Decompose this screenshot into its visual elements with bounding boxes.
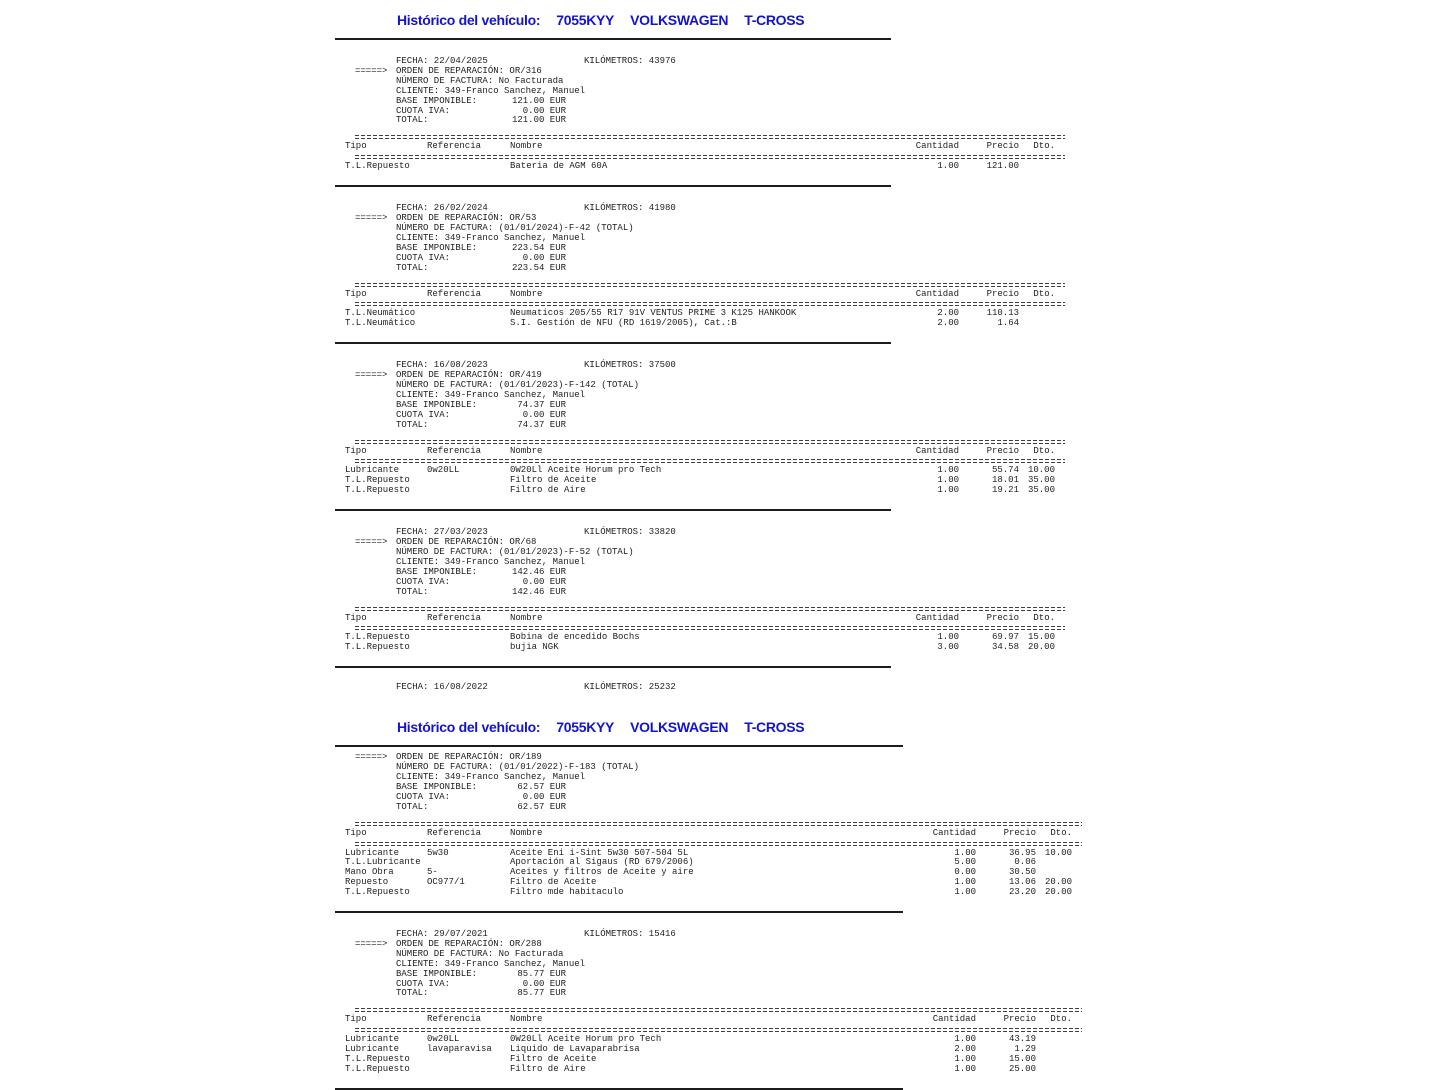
col-header-tipo: Tipo — [345, 445, 367, 456]
col-header-referencia: Referencia — [427, 612, 482, 623]
col-header-cantidad: Cantidad — [915, 612, 959, 623]
cell-nombre: Bateria de AGM 60A — [510, 161, 608, 172]
cell-nombre: Filtro mde habitaculo — [510, 887, 624, 898]
repair-order-info — [355, 360, 1095, 430]
cell-cantidad: 1.00 — [937, 465, 959, 476]
col-header-tipo: Tipo — [345, 1014, 367, 1025]
cell-dto: 15.00 — [1027, 632, 1055, 643]
col-header-nombre: Nombre — [510, 1014, 543, 1025]
cell-tipo: T.L.Repuesto — [345, 887, 410, 898]
col-header-tipo: Tipo — [345, 141, 367, 152]
fecha: FECHA: 16/08/2023 — [396, 360, 488, 371]
col-header-dto: Dto. — [1033, 445, 1055, 456]
orden-reparacion: ORDEN DE REPARACIÓN: OR/288 — [396, 938, 542, 949]
cuota-value: 0.00 EUR — [522, 409, 566, 420]
cell-precio: 36.95 — [1008, 847, 1036, 858]
cell-cantidad: 3.00 — [937, 642, 959, 653]
table-row — [345, 162, 1055, 172]
cell-cantidad: 2.00 — [937, 308, 959, 319]
title-make: VOLKSWAGEN — [630, 12, 729, 28]
col-header-dto: Dto. — [1050, 1014, 1072, 1025]
table-separator — [355, 458, 1065, 464]
divider — [335, 38, 891, 40]
cuota-iva-row — [396, 411, 1095, 421]
col-header-referencia: Referencia — [427, 141, 482, 152]
orden-reparacion: ORDEN DE REPARACIÓN: OR/316 — [396, 65, 542, 76]
col-header-cantidad: Cantidad — [915, 288, 959, 299]
base-label: BASE IMPONIBLE: — [396, 399, 478, 410]
table-header-row — [345, 829, 1072, 839]
cell-referencia — [427, 319, 510, 329]
cell-dto: 20.00 — [1027, 642, 1055, 653]
col-header-precio: Precio — [986, 445, 1019, 456]
numero-factura: NÚMERO DE FACTURA: (01/01/2024)-F-42 (TOTAL) — [396, 222, 634, 233]
cell-nombre: Filtro de Aire — [510, 1064, 586, 1074]
cell-tipo: T.L.Repuesto — [345, 1064, 410, 1074]
base-imponible-row — [396, 568, 1095, 578]
numero-factura: NÚMERO DE FACTURA: (01/01/2022)-F-183 (TOTAL) — [396, 762, 640, 773]
cell-precio: 23.20 — [1008, 887, 1036, 898]
cell-nombre: Filtro de Aceite — [510, 475, 597, 486]
items-table — [345, 606, 1055, 654]
table-separator — [355, 439, 1065, 445]
col-header-cantidad: Cantidad — [915, 445, 959, 456]
col-header-precio: Precio — [986, 141, 1019, 152]
base-value: 121.00 EUR — [511, 95, 566, 106]
table-header-row — [345, 290, 1055, 300]
fecha: FECHA: 27/03/2023 — [396, 527, 488, 538]
col-header-nombre: Nombre — [510, 141, 543, 152]
table-row — [345, 486, 1055, 496]
cliente: CLIENTE: 349-Franco Sanchez, Manuel — [396, 389, 586, 400]
cell-tipo: Lubricante — [345, 1034, 400, 1045]
col-header-nombre: Nombre — [510, 612, 543, 623]
cell-nombre: S.I. Gestión de NFU (RD 1619/2005), Cat.:B — [510, 318, 737, 329]
cliente: CLIENTE: 349-Franco Sanchez, Manuel — [396, 85, 586, 96]
col-header-cantidad: Cantidad — [932, 1014, 976, 1025]
cell-tipo: T.L.Repuesto — [345, 642, 410, 653]
col-header-nombre: Nombre — [510, 445, 543, 456]
cell-nombre: 0W20Ll Aceite Horum pro Tech — [510, 465, 662, 476]
cell-precio: 30.50 — [1008, 867, 1036, 878]
service-record — [335, 528, 1095, 668]
record-marker: =====> — [355, 65, 388, 76]
col-header-referencia: Referencia — [427, 288, 482, 299]
cell-nombre: Aceites y filtros de Aceite y aire — [510, 867, 694, 878]
cell-tipo: T.L.Repuesto — [345, 632, 410, 643]
cliente: CLIENTE: 349-Franco Sanchez, Manuel — [396, 958, 586, 969]
cell-precio: 15.00 — [1008, 1054, 1036, 1065]
cell-tipo: Lubricante — [345, 847, 400, 858]
total-row — [396, 116, 1095, 126]
cell-nombre: Bobina de encedido Bochs — [510, 632, 640, 643]
divider — [335, 185, 891, 187]
cell-precio: 18.01 — [991, 475, 1019, 486]
cell-cantidad: 2.00 — [954, 1044, 976, 1055]
record-marker: =====> — [355, 370, 388, 381]
cell-nombre: Filtro de Aceite — [510, 1054, 597, 1065]
divider — [335, 342, 891, 344]
cell-nombre: 0W20Ll Aceite Horum pro Tech — [510, 1034, 662, 1045]
table-row — [345, 888, 1072, 898]
cuota-value: 0.00 EUR — [522, 105, 566, 116]
cell-tipo: T.L.Repuesto — [345, 161, 410, 172]
base-imponible-row — [396, 970, 1095, 980]
col-header-referencia: Referencia — [427, 827, 482, 838]
total-label: TOTAL: — [396, 988, 429, 999]
cell-dto — [1036, 1065, 1072, 1075]
title-plate: 7055KYY — [556, 719, 615, 736]
cell-precio: 55.74 — [991, 465, 1019, 476]
base-imponible-row — [396, 244, 1095, 254]
service-record — [335, 683, 1095, 913]
total-label: TOTAL: — [396, 419, 429, 430]
table-header-row — [345, 1015, 1072, 1025]
base-value: 85.77 EUR — [517, 968, 566, 979]
col-header-dto: Dto. — [1050, 827, 1072, 838]
cell-tipo: Lubricante — [345, 1044, 400, 1055]
cell-dto — [1019, 319, 1055, 329]
title-model: T-CROSS — [744, 12, 805, 28]
cell-dto: 20.00 — [1044, 887, 1072, 898]
cell-tipo: T.L.Neumático — [345, 308, 416, 319]
cell-dto — [1019, 309, 1055, 319]
base-value: 223.54 EUR — [511, 242, 566, 253]
col-header-dto: Dto. — [1033, 612, 1055, 623]
cell-dto — [1019, 162, 1055, 172]
total-value: 142.46 EUR — [511, 586, 566, 597]
orden-reparacion: ORDEN DE REPARACIÓN: OR/53 — [396, 213, 537, 224]
divider — [335, 911, 903, 913]
cell-cantidad: 1.00 — [954, 1034, 976, 1045]
col-header-cantidad: Cantidad — [932, 827, 976, 838]
table-separator — [355, 1027, 1082, 1033]
fecha-row — [396, 683, 1095, 693]
orden-reparacion: ORDEN DE REPARACIÓN: OR/189 — [396, 752, 542, 763]
table-header-row — [345, 614, 1055, 624]
base-imponible-row — [396, 97, 1095, 107]
table-separator — [355, 625, 1065, 631]
table-separator — [355, 821, 1082, 827]
kilometros: KILÓMETROS: 33820 — [584, 527, 676, 538]
cuota-iva-row — [396, 980, 1095, 990]
cell-referencia — [427, 1055, 510, 1065]
repair-order-info — [355, 752, 1095, 812]
cuota-value: 0.00 EUR — [522, 576, 566, 587]
cell-cantidad: 2.00 — [937, 318, 959, 329]
record-marker: =====> — [355, 752, 388, 763]
base-value: 74.37 EUR — [517, 399, 566, 410]
title-label: Histórico del vehículo: — [397, 12, 541, 28]
col-header-nombre: Nombre — [510, 288, 543, 299]
cell-dto: 35.00 — [1027, 475, 1055, 486]
base-imponible-row — [396, 401, 1095, 411]
total-row — [396, 989, 1095, 999]
cell-nombre: Aceite Eni i-Sint 5w30 507-504 5L — [510, 847, 689, 858]
total-value: 85.77 EUR — [517, 988, 566, 999]
record-marker: =====> — [355, 537, 388, 548]
cell-precio: 34.58 — [991, 642, 1019, 653]
repair-order-info — [355, 203, 1095, 273]
cuota-iva-row — [396, 578, 1095, 588]
cell-cantidad: 1.00 — [937, 475, 959, 486]
cell-precio: 19.21 — [991, 485, 1019, 496]
title-plate: 7055KYY — [556, 12, 615, 28]
cuota-label: CUOTA IVA: — [396, 409, 451, 420]
cell-precio: 110.13 — [986, 308, 1019, 319]
divider — [335, 509, 891, 511]
report-title — [397, 719, 1095, 736]
table-row — [345, 1065, 1072, 1075]
numero-factura: NÚMERO DE FACTURA: No Facturada — [396, 75, 564, 86]
cuota-iva-row — [396, 254, 1095, 264]
cell-tipo: T.L.Repuesto — [345, 485, 410, 496]
cell-precio: 121.00 — [986, 161, 1019, 172]
cell-referencia — [427, 1065, 510, 1075]
base-value: 62.57 EUR — [517, 781, 566, 792]
cuota-value: 0.00 EUR — [522, 252, 566, 263]
total-label: TOTAL: — [396, 801, 429, 812]
base-label: BASE IMPONIBLE: — [396, 566, 478, 577]
record-marker: =====> — [355, 213, 388, 224]
total-value: 121.00 EUR — [511, 115, 566, 126]
cuota-value: 0.00 EUR — [522, 791, 566, 802]
base-label: BASE IMPONIBLE: — [396, 242, 478, 253]
cell-referencia — [427, 643, 510, 653]
table-header-row — [345, 142, 1055, 152]
cell-referencia: OC977/1 — [427, 877, 465, 888]
kilometros: KILÓMETROS: 25232 — [584, 682, 676, 693]
col-header-referencia: Referencia — [427, 1014, 482, 1025]
report-document — [335, 0, 1095, 1090]
cliente: CLIENTE: 349-Franco Sanchez, Manuel — [396, 556, 586, 567]
cell-referencia — [427, 162, 510, 172]
cell-cantidad: 0.00 — [954, 867, 976, 878]
cell-tipo: Repuesto — [345, 877, 389, 888]
service-record — [335, 204, 1095, 344]
cell-dto: 20.00 — [1044, 877, 1072, 888]
cell-tipo: Lubricante — [345, 465, 400, 476]
cell-cantidad: 5.00 — [954, 857, 976, 868]
col-header-precio: Precio — [986, 612, 1019, 623]
col-header-precio: Precio — [1003, 827, 1036, 838]
cliente: CLIENTE: 349-Franco Sanchez, Manuel — [396, 771, 586, 782]
cell-nombre: Liquido de Lavaparabrisa — [510, 1044, 640, 1055]
repair-order-info — [355, 527, 1095, 597]
total-value: 223.54 EUR — [511, 262, 566, 273]
cuota-label: CUOTA IVA: — [396, 576, 451, 587]
table-separator — [355, 1007, 1082, 1013]
items-table — [345, 282, 1055, 330]
items-table — [345, 439, 1055, 497]
cell-precio: 0.06 — [1014, 857, 1036, 868]
col-header-referencia: Referencia — [427, 445, 482, 456]
kilometros: KILÓMETROS: 15416 — [584, 929, 676, 940]
cell-nombre: bujia NGK — [510, 642, 559, 653]
total-row — [396, 588, 1095, 598]
cell-tipo: T.L.Neumático — [345, 318, 416, 329]
cell-referencia — [427, 309, 510, 319]
total-label: TOTAL: — [396, 586, 429, 597]
fecha: FECHA: 16/08/2022 — [396, 682, 488, 693]
cell-cantidad: 1.00 — [937, 485, 959, 496]
items-table — [345, 821, 1072, 898]
cuota-value: 0.00 EUR — [522, 978, 566, 989]
kilometros: KILÓMETROS: 37500 — [584, 360, 676, 371]
cell-nombre: Filtro de Aceite — [510, 877, 597, 888]
cell-tipo: T.L.Lubricante — [345, 857, 421, 868]
table-separator — [355, 301, 1065, 307]
cell-dto: 10.00 — [1027, 465, 1055, 476]
base-label: BASE IMPONIBLE: — [396, 95, 478, 106]
cell-referencia: lavaparavisa — [427, 1044, 492, 1055]
base-label: BASE IMPONIBLE: — [396, 968, 478, 979]
table-separator — [355, 606, 1065, 612]
cell-cantidad: 1.00 — [937, 161, 959, 172]
cell-cantidad: 1.00 — [954, 1064, 976, 1074]
fecha: FECHA: 29/07/2021 — [396, 929, 488, 940]
items-table — [345, 1007, 1072, 1075]
repair-order-info — [355, 929, 1095, 999]
cell-precio: 43.19 — [1008, 1034, 1036, 1045]
cell-dto — [1036, 1045, 1072, 1055]
cuota-label: CUOTA IVA: — [396, 791, 451, 802]
fecha: FECHA: 26/02/2024 — [396, 203, 488, 214]
col-header-precio: Precio — [986, 288, 1019, 299]
total-row — [396, 264, 1095, 274]
cuota-label: CUOTA IVA: — [396, 105, 451, 116]
numero-factura: NÚMERO DE FACTURA: No Facturada — [396, 948, 564, 959]
total-value: 74.37 EUR — [517, 419, 566, 430]
total-label: TOTAL: — [396, 262, 429, 273]
col-header-tipo: Tipo — [345, 827, 367, 838]
total-row — [396, 803, 1095, 813]
service-record — [335, 361, 1095, 511]
cell-tipo: T.L.Repuesto — [345, 475, 410, 486]
cell-precio: 25.00 — [1008, 1064, 1036, 1074]
title-model: T-CROSS — [744, 719, 805, 736]
service-record — [335, 57, 1095, 187]
cell-cantidad: 1.00 — [954, 887, 976, 898]
base-imponible-row — [396, 783, 1095, 793]
table-row — [345, 643, 1055, 653]
cell-referencia: 0w20LL — [427, 1034, 460, 1045]
table-separator — [355, 134, 1065, 140]
cell-nombre: Aportación al Sigaus (RD 679/2006) — [510, 857, 694, 868]
repair-order-info — [355, 56, 1095, 126]
cliente: CLIENTE: 349-Franco Sanchez, Manuel — [396, 232, 586, 243]
cell-cantidad: 1.00 — [937, 632, 959, 643]
cell-dto — [1036, 1055, 1072, 1065]
cell-dto — [1036, 858, 1072, 868]
cell-dto — [1036, 1035, 1072, 1045]
cell-cantidad: 1.00 — [954, 1054, 976, 1065]
kilometros: KILÓMETROS: 41980 — [584, 203, 676, 214]
col-header-precio: Precio — [1003, 1014, 1036, 1025]
table-header-row — [345, 447, 1055, 457]
col-header-dto: Dto. — [1033, 141, 1055, 152]
report-title — [397, 12, 1095, 29]
cell-nombre: Filtro de Aire — [510, 485, 586, 496]
col-header-tipo: Tipo — [345, 288, 367, 299]
cell-referencia — [427, 633, 510, 643]
divider — [335, 666, 891, 668]
total-row — [396, 421, 1095, 431]
cell-referencia — [427, 888, 510, 898]
base-label: BASE IMPONIBLE: — [396, 781, 478, 792]
cell-precio: 69.97 — [991, 632, 1019, 643]
cell-tipo: Mano Obra — [345, 867, 394, 878]
cell-dto: 10.00 — [1044, 847, 1072, 858]
total-label: TOTAL: — [396, 115, 429, 126]
numero-factura: NÚMERO DE FACTURA: (01/01/2023)-F-142 (TOTAL) — [396, 380, 640, 391]
service-record — [335, 930, 1095, 1090]
table-separator — [355, 841, 1082, 847]
fecha: FECHA: 22/04/2025 — [396, 56, 488, 66]
title-make: VOLKSWAGEN — [630, 719, 729, 736]
orden-reparacion: ORDEN DE REPARACIÓN: OR/419 — [396, 370, 542, 381]
record-marker: =====> — [355, 938, 388, 949]
cell-cantidad: 1.00 — [954, 847, 976, 858]
table-separator — [355, 282, 1065, 288]
cell-referencia — [427, 486, 510, 496]
cell-tipo: T.L.Repuesto — [345, 1054, 410, 1065]
cuota-label: CUOTA IVA: — [396, 252, 451, 263]
table-separator — [355, 154, 1065, 160]
divider — [335, 745, 903, 747]
cuota-label: CUOTA IVA: — [396, 978, 451, 989]
cell-dto: 35.00 — [1027, 485, 1055, 496]
col-header-tipo: Tipo — [345, 612, 367, 623]
table-row — [345, 319, 1055, 329]
base-value: 142.46 EUR — [511, 566, 566, 577]
cuota-iva-row — [396, 107, 1095, 117]
cell-referencia: 5w30 — [427, 847, 449, 858]
items-table — [345, 134, 1055, 172]
cell-nombre: Neumaticos 205/55 R17 91V VENTUS PRIME 3 K125 HANKOOK — [510, 308, 797, 319]
cell-precio: 1.64 — [997, 318, 1019, 329]
total-value: 62.57 EUR — [517, 801, 566, 812]
col-header-cantidad: Cantidad — [915, 141, 959, 152]
cell-cantidad: 1.00 — [954, 877, 976, 888]
cell-referencia — [427, 858, 510, 868]
cuota-iva-row — [396, 793, 1095, 803]
cell-precio: 1.29 — [1014, 1044, 1036, 1055]
cell-referencia: 5- — [427, 867, 438, 878]
cell-referencia — [427, 476, 510, 486]
col-header-nombre: Nombre — [510, 827, 543, 838]
col-header-dto: Dto. — [1033, 288, 1055, 299]
numero-factura: NÚMERO DE FACTURA: (01/01/2023)-F-52 (TOTAL) — [396, 547, 634, 557]
cell-precio: 13.06 — [1008, 877, 1036, 888]
title-label: Histórico del vehículo: — [397, 719, 541, 736]
kilometros: KILÓMETROS: 43976 — [584, 56, 676, 66]
cell-referencia: 0w20LL — [427, 465, 460, 476]
orden-reparacion: ORDEN DE REPARACIÓN: OR/68 — [396, 537, 537, 548]
